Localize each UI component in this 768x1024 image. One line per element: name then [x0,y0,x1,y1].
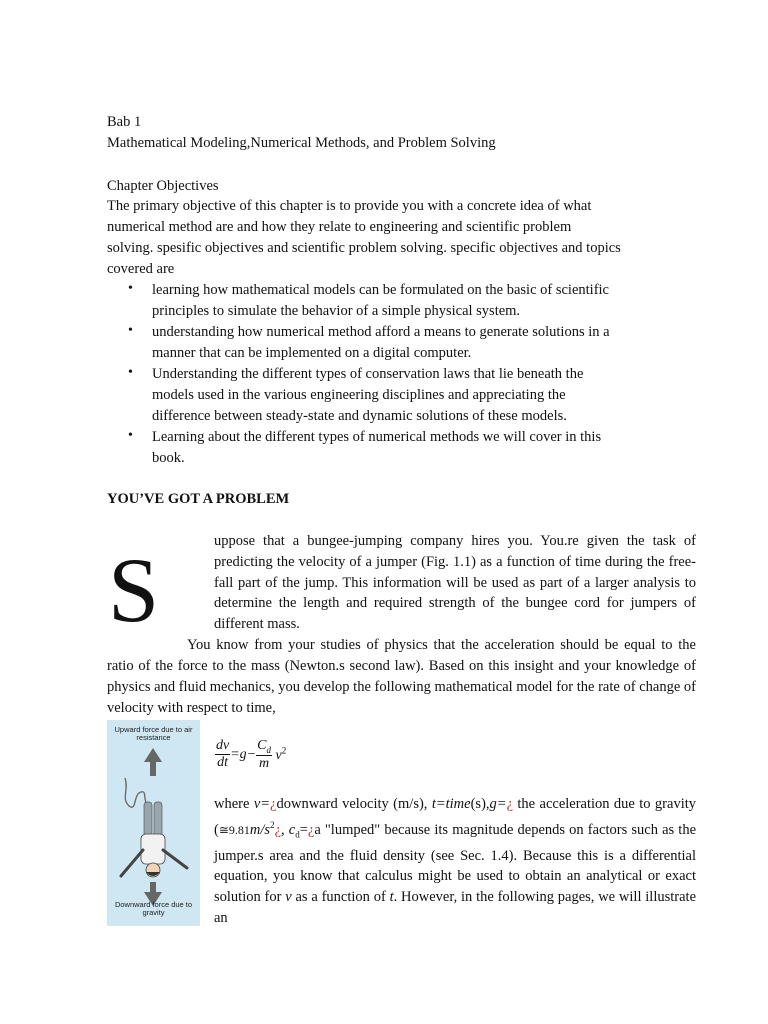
p3-var: t [389,889,394,906]
objective-item-line: learning how mathematical models can be formulated on the basic of scientific [152,282,609,298]
eq-dv: dv [216,738,230,754]
drop-cap: S [108,539,160,641]
eq-exp: 2 [281,745,287,756]
p3-text: as a function of [291,889,390,906]
p3-text: . However, in the following pages, we will illustrate an [214,889,697,927]
velocity-equation [215,738,286,772]
objective-item-line: manner that can be implemented on a digital computer. [152,345,472,361]
figure-bottom-label: Downward force due to gravity [114,900,193,917]
p3-sub: d [295,829,300,840]
objective-item-line: difference between steady-state and dynamic solutions of these models. [152,408,567,424]
p3-symbol: ¿ [274,821,281,838]
p3-var: g= [489,796,507,812]
p3-symbol: ¿ [270,796,277,812]
p3-exp: 2 [270,819,275,830]
p3-text: the acceleration due to gravity ( [214,796,696,838]
p3-approx: ≅9.81 [218,822,250,837]
p3-unit: m/s [249,821,271,838]
objectives-heading: Chapter Objectives [107,178,219,194]
objectives-intro-line: covered are [107,261,175,277]
objective-item-line: Learning about the different types of numerical methods we will cover in this [152,429,602,445]
paragraph-3 [214,794,696,929]
eq-dt: dt [217,755,229,771]
p3-text: downward velocity (m/s), [276,796,432,812]
objective-item-line: Understanding the different types of conservation laws that lie beneath the [152,366,584,382]
bullet-dot: • [128,365,133,380]
objective-item-line: understanding how numerical method afford a means to generate solutions in a [152,324,610,340]
eq-cd: C [257,738,267,753]
bullet-dot: • [128,428,133,443]
paragraph-1: uppose that a bungee-jumping company hires you. You.re given the task of predicting the velocity of a jumper (Fig. 1.1) as a function of time during the free-fall part of the jump. This information will be used as part of a larger analysis to determine the length and required strength of the bungee cord for jumpers of different mass. [214,533,696,633]
bungee-jumper-illustration [107,720,200,926]
p3-text: = [299,821,308,838]
paragraph-2: You know from your studies of physics that the acceleration should be equal to the ratio of the force to the mass (Newton.s second law). Based on this insight and your knowledge of physics and fluid mechanics, you develop the following mathematical model for the rate of change of velocity with respect to time, [107,637,696,716]
section-heading: YOU’VE GOT A PROBLEM [107,491,290,507]
objective-item-line: principles to simulate the behavior of a simple physical system. [152,303,521,319]
objective-item-line: models used in the various engineering disciplines and appreciating the [152,387,566,403]
objectives-intro-line: The primary objective of this chapter is to provide you with a concrete idea of what [107,198,592,214]
p3-var: v= [253,796,271,812]
p3-text: , [485,796,490,812]
eq-cd-sub: d [266,744,271,755]
objectives-intro-line: numerical method are and how they relate to engineering and scientific problem [107,219,572,235]
p3-symbol: ¿ [307,821,315,838]
chapter-title: Mathematical Modeling,Numerical Methods, and Problem Solving [107,135,496,151]
eq-v: v [275,748,282,764]
objective-item-line: book. [152,450,185,466]
figure-top-label: Upward force due to air resistance [114,725,193,742]
p3-text: where [214,796,254,812]
bullet-dot: • [128,281,133,296]
eq-m: m [258,755,270,771]
p3-symbol: ¿ [506,796,514,812]
p3-text: , [281,821,285,838]
chapter-number: Bab 1 [107,114,142,130]
bullet-dot: • [128,323,133,338]
p3-text: a "lumped" because its magnitude depends on factors such as the jumper.s area and the fluid density (see Sec. 1.4). Because this is a differential equation, you know that calculus might be used to obtain an analytical or exact solution for [214,821,697,906]
p3-var: c [288,821,296,838]
bungee-figure [107,720,200,926]
p3-var: t=time [431,796,471,812]
p3-unit: (s) [470,796,486,812]
p3-var: v [285,889,292,906]
eq-g: =g− [230,746,257,762]
objectives-intro-line: solving. spesific objectives and scientific problem solving. specific objectives and topics [107,240,621,256]
